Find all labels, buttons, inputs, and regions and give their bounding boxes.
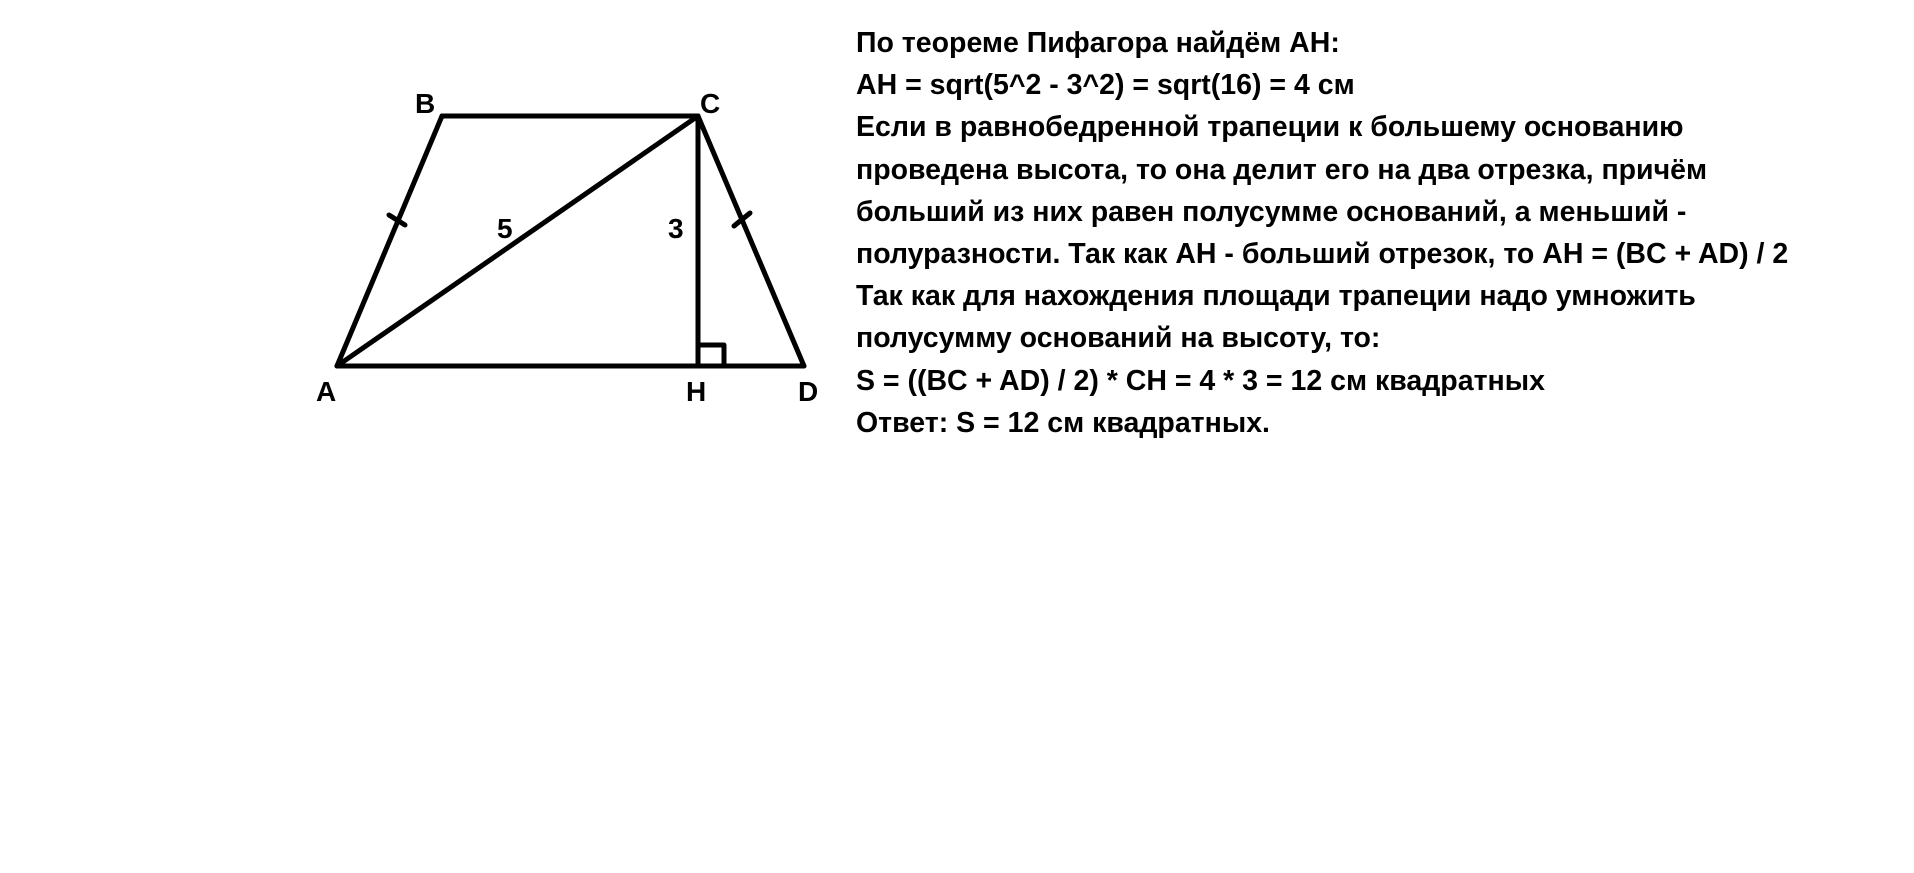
solution-line: S = ((BC + AD) / 2) * CH = 4 * 3 = 12 см квадратных: [856, 364, 1545, 397]
side-cd: [698, 116, 804, 366]
length-label-ch: 3: [668, 213, 684, 244]
solution-line: полусумму оснований на высоту, то:: [856, 322, 1381, 355]
solution-line: проведена высота, то она делит его на два отрезка, причём: [856, 153, 1708, 186]
solution-line: По теореме Пифагора найдём AH:: [856, 27, 1340, 59]
solution-line: Так как для нахождения площади трапеции надо умножить: [856, 280, 1696, 313]
solution-answer: Ответ: S = 12 см квадратных.: [856, 406, 1270, 439]
solution-line: Если в равнобедренной трапеции к большему основанию: [856, 111, 1684, 144]
right-angle-marker: [698, 345, 724, 366]
solution-line: полуразности. Так как AH - больший отрезок, то AH = (BC + AD) / 2: [856, 238, 1789, 271]
vertex-label-d: D: [798, 376, 819, 407]
length-label-ac: 5: [497, 213, 513, 244]
solution-line: AH = sqrt(5^2 - 3^2) = sqrt(16) = 4 см: [856, 69, 1355, 102]
vertex-label-c: C: [700, 88, 721, 119]
vertex-label-a: A: [316, 376, 337, 407]
solution-line: больший из них равен полусумме оснований, а меньший -: [856, 195, 1687, 228]
solution-text: [856, 22, 1906, 444]
vertex-label-h: H: [686, 376, 707, 407]
vertex-label-b: B: [415, 88, 436, 119]
